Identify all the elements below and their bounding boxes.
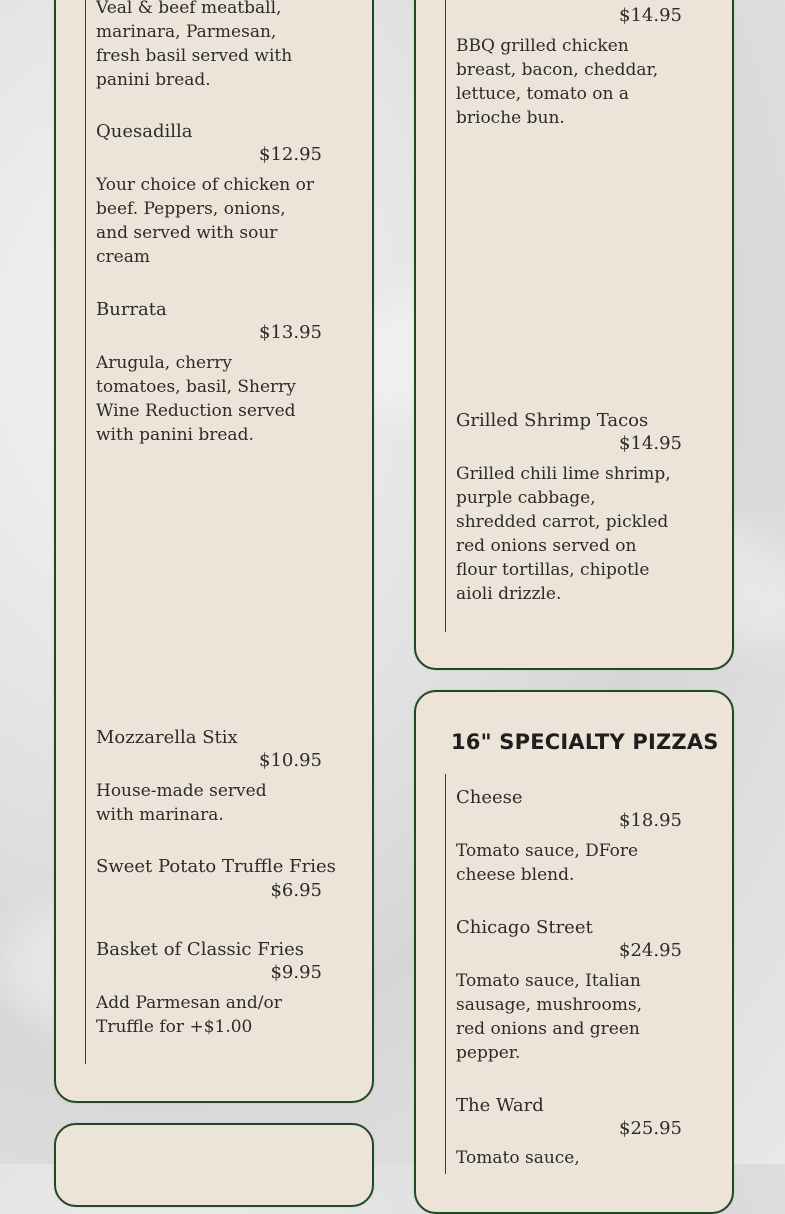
item-price: $14.95 (619, 433, 682, 454)
item-price: $10.95 (259, 750, 322, 771)
item-name: Mozzarella Stix (96, 727, 238, 748)
menu-item (456, 1095, 686, 1117)
item-name: Sweet Potato Truffle Fries (96, 856, 336, 877)
menu-item (96, 939, 326, 961)
item-description: Veal & beef meatball, marinara, Parmesan, fresh basil served with panini bread. (96, 0, 293, 90)
item-description: House-made served with marinara. (96, 781, 267, 825)
item-name: The Ward (456, 1095, 544, 1116)
item-description: Tomato sauce, DFore cheese blend. (456, 841, 639, 885)
item-description: Grilled chili lime shrimp, purple cabbage, shredded carrot, pickled red onions served on flour tortillas, chipotle aioli drizzle. (456, 464, 671, 604)
divider-rule (445, 0, 446, 632)
menu-item (96, 727, 326, 749)
item-price: $6.95 (270, 880, 322, 901)
menu-item (96, 0, 311, 92)
item-name: Basket of Classic Fries (96, 939, 304, 960)
item-description: Arugula, cherry tomatoes, basil, Sherry Wine Reduction served with panini bread. (96, 353, 296, 445)
menu-item (456, 410, 686, 432)
divider-rule (85, 0, 86, 1064)
item-price: $12.95 (259, 144, 322, 165)
item-description: Add Parmesan and/or Truffle for +$1.00 (96, 993, 282, 1037)
item-description: Your choice of chicken or beef. Peppers, onions, and served with sour cream (96, 175, 315, 267)
item-name: Quesadilla (96, 121, 193, 142)
menu-item (96, 121, 326, 143)
menu-item (456, 917, 686, 939)
item-description: Tomato sauce, (456, 1148, 580, 1168)
item-price: $24.95 (619, 940, 682, 961)
menu-item (456, 787, 686, 809)
pizzas-card (414, 690, 734, 1214)
item-price: $14.95 (619, 5, 682, 26)
next-section-card (54, 1123, 374, 1207)
item-price: $25.95 (619, 1118, 682, 1139)
item-name: Cheese (456, 787, 523, 808)
appetizers-card (54, 0, 374, 1103)
item-price: $9.95 (270, 962, 322, 983)
menu-item (96, 856, 346, 878)
menu-item (96, 299, 326, 321)
item-description: Tomato sauce, Italian sausage, mushrooms, red onions and green pepper. (456, 971, 643, 1063)
item-price: $18.95 (619, 810, 682, 831)
item-price: $13.95 (259, 322, 322, 343)
item-description: BBQ grilled chicken breast, bacon, cheddar, lettuce, tomato on a brioche bun. (456, 36, 659, 128)
item-name: Grilled Shrimp Tacos (456, 410, 649, 431)
section-heading: 16" SPECIALTY PIZZAS (451, 730, 719, 754)
item-name: Chicago Street (456, 917, 593, 938)
divider-rule (445, 774, 446, 1174)
item-name: Burrata (96, 299, 167, 320)
